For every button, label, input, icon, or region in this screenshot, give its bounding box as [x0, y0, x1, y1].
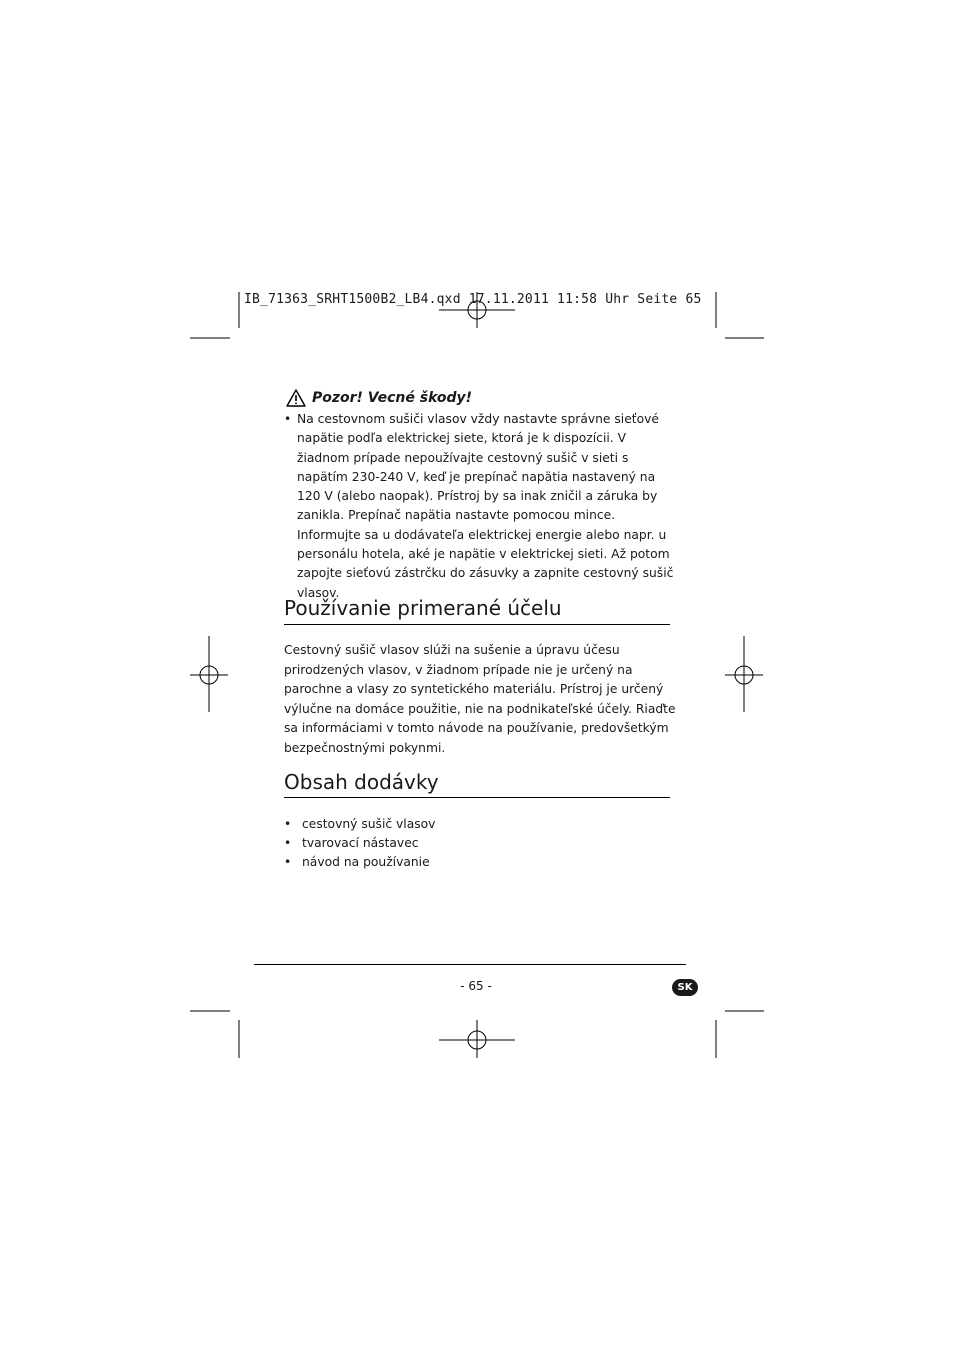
footer-rule: [254, 964, 686, 965]
bullet: •: [284, 836, 292, 850]
list-item: • cestovný sušič vlasov: [284, 815, 435, 834]
warning-text: Na cestovnom sušiči vlasov vždy nastavte správne sieťové napätie podľa elektrickej siete, ktorá je k dispozícii. V žiadnom prípade nepoužívajte cestovný sušič v sieti s napätím 230-240 V, keď je prepínač napätia nastavený na 120 V (alebo naopak). Prístroj by sa inak zničil a záruka by zanikla. Prepínač napätia nastavte pomocou mince. Informujte sa u dodávateľa elektrickej energie alebo napr. u personálu hotela, aké je napätie v elektrickej sieti. Až potom zapojte sieťovú zástrčku do zásuvky a zapnite cestovný sušič vlasov.: [297, 412, 674, 600]
bullet: •: [284, 412, 292, 426]
page-number: - 65 -: [460, 979, 492, 993]
package-contents-list: [284, 815, 435, 872]
section-heading-package-contents: Obsah dodávky: [284, 770, 439, 794]
language-badge: SK: [672, 979, 698, 996]
warning-bullet-paragraph: [284, 410, 676, 603]
list-item: • tvarovací nástavec: [284, 834, 435, 853]
heading-rule: [284, 624, 670, 625]
bullet: •: [284, 855, 292, 869]
print-slug: IB_71363_SRHT1500B2_LB4.qxd 17.11.2011 11:58 Uhr Seite 65: [244, 292, 702, 307]
section-heading-intended-use: Používanie primerané účelu: [284, 596, 562, 620]
warning-heading: [286, 389, 472, 407]
list-item: • návod na používanie: [284, 853, 435, 872]
warning-triangle-icon: [286, 389, 306, 407]
bullet: •: [284, 817, 292, 831]
intended-use-text: Cestovný sušič vlasov slúži na sušenie a úpravu účesu prirodzených vlasov, v žiadnom prípade nie je určený na parochne a vlasy zo syntetického materiálu. Prístroj je určený výlučne na domáce použitie, nie na podnikateľské účely. Riaďte sa informáciami v tomto návode na používanie, predovšetkým bezpečnostnými pokynmi.: [284, 643, 676, 755]
warning-title: Pozor! Vecné škody!: [312, 390, 473, 406]
heading-rule: [284, 797, 670, 798]
